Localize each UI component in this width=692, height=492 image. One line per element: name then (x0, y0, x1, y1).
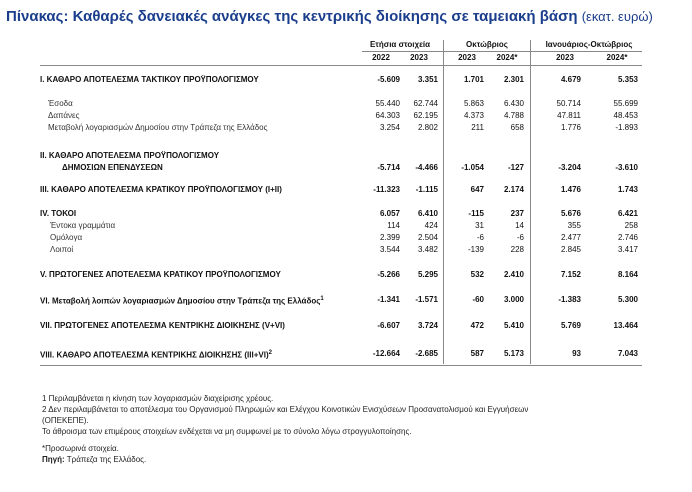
footnote-2-cont: (ΟΠΕΚΕΠΕ). (42, 416, 89, 425)
cell: 5.353 (617, 75, 638, 84)
table-row (40, 74, 642, 85)
row-label: Ομόλογα (50, 233, 83, 242)
cell: 1.476 (560, 185, 581, 194)
title-text: Πίνακας: Καθαρές δανειακές ανάγκες της κεντρικής διοίκησης σε ταμειακή βάση (6, 8, 578, 25)
cell: -3.610 (615, 163, 638, 172)
header-jan-oct: Ιανουάριος-Οκτώβριος (545, 40, 633, 49)
cell: 3.417 (617, 245, 638, 254)
cell: 658 (510, 123, 524, 132)
cell: -11.323 (373, 185, 400, 194)
cell: 2.410 (503, 270, 524, 279)
cell: 2.174 (503, 185, 524, 194)
cell: -2.685 (415, 349, 438, 358)
header-annual: Ετήσια στοιχεία (369, 40, 431, 49)
table-row (40, 162, 642, 173)
cell: 8.164 (617, 270, 638, 279)
cell: -1.571 (415, 295, 438, 304)
footnotes (42, 393, 528, 465)
footnote-2: 2 Δεν περιλαμβάνεται το αποτέλεσμα του Οργανισμού Πληρωμών και Ελέγχου Κοινοτικών Ενισχύσεων Προσανατολισμού και Εγγυήσεων (42, 405, 529, 414)
row-label: Δαπάνες (48, 111, 80, 120)
row-label (40, 294, 324, 307)
cell: 6.421 (617, 209, 638, 218)
cell: 5.863 (463, 99, 484, 108)
cell: 2.504 (417, 233, 438, 242)
year-header: 2024* (606, 53, 628, 62)
cell: -1.383 (558, 295, 581, 304)
cell: 1.743 (617, 185, 638, 194)
cell: 2.399 (379, 233, 400, 242)
cell: 4.788 (503, 111, 524, 120)
cell: -5.609 (377, 75, 400, 84)
cell: 6.410 (417, 209, 438, 218)
cell: 64.303 (375, 111, 400, 120)
cell: -5.266 (377, 270, 400, 279)
cell: 3.254 (379, 123, 400, 132)
header-bottom-line (40, 65, 642, 66)
table-row (40, 232, 642, 243)
cell: 2.477 (560, 233, 581, 242)
cell: 6.430 (503, 99, 524, 108)
row-label: III. ΚΑΘΑΡΟ ΑΠΟΤΕΛΕΣΜΑ ΚΡΑΤΙΚΟΥ ΠΡΟΫΠΟΛΟΓΙΣΜΟΥ (I+II) (40, 185, 282, 194)
table-row (40, 294, 642, 305)
row-label-continued: ΔΗΜΟΣΙΩΝ ΕΠΕΝΔΥΣΕΩΝ (62, 163, 163, 172)
row-label: Έσοδα (48, 99, 73, 108)
cell: -5.714 (377, 163, 400, 172)
cell: -1.341 (377, 295, 400, 304)
row-label: I. ΚΑΘΑΡΟ ΑΠΟΤΕΛΕΣΜΑ ΤΑΚΤΙΚΟΥ ΠΡΟΫΠΟΛΟΓΙΣΜΟΥ (40, 75, 259, 84)
cell: -6.607 (377, 321, 400, 330)
column-separator (530, 40, 531, 364)
cell: -6 (516, 233, 524, 242)
table-row (40, 244, 642, 255)
source-line (42, 454, 528, 465)
cell: 7.043 (617, 349, 638, 358)
cell: 3.482 (417, 245, 438, 254)
year-header: 2023 (458, 53, 476, 62)
page-title (6, 8, 653, 25)
cell: 55.699 (613, 99, 638, 108)
cell: 228 (510, 245, 524, 254)
cell: 237 (510, 209, 524, 218)
cell: 62.744 (413, 99, 438, 108)
row-label: Μεταβολή λογαριασμών Δημοσίου στην Τράπεζα της Ελλάδος (48, 123, 268, 132)
row-label: V. ΠΡΩΤΟΓΕΝΕΣ ΑΠΟΤΕΛΕΣΜΑ ΚΡΑΤΙΚΟΥ ΠΡΟΫΠΟΛΟΓΙΣΜΟΥ (40, 270, 281, 279)
cell: 2.802 (417, 123, 438, 132)
cell: 7.152 (560, 270, 581, 279)
cell: 3.000 (503, 295, 524, 304)
row-label: Έντοκα γραμμάτια (50, 221, 116, 230)
cell: 2.746 (617, 233, 638, 242)
table-row (40, 98, 642, 109)
table-row (40, 348, 642, 359)
cell: 258 (624, 221, 638, 230)
cell: -1.115 (415, 185, 438, 194)
table-row (40, 208, 642, 219)
cell: 5.769 (560, 321, 581, 330)
year-header: 2022 (372, 53, 390, 62)
cell: -4.466 (415, 163, 438, 172)
cell: 14 (515, 221, 524, 230)
cell: 47.811 (557, 111, 581, 120)
row-label: VII. ΠΡΩΤΟΓΕΝΕΣ ΑΠΟΤΕΛΕΣΜΑ ΚΕΝΤΡΙΚΗΣ ΔΙΟΙΚΗΣΗΣ (V+VI) (40, 321, 285, 330)
cell: 1.776 (560, 123, 581, 132)
source-label: Πηγή: (42, 455, 65, 464)
year-header: 2024* (496, 53, 518, 62)
cell: 6.057 (379, 209, 400, 218)
cell: -115 (468, 209, 484, 218)
source-text: Τράπεζα της Ελλάδος. (66, 455, 147, 464)
cell: 55.440 (375, 99, 400, 108)
cell: -3.204 (558, 163, 581, 172)
cell: -12.664 (372, 349, 400, 358)
cell: 48.453 (613, 111, 638, 120)
cell: -60 (472, 295, 484, 304)
footnote-marker: 2 (268, 350, 272, 356)
cell: 587 (470, 349, 484, 358)
cell: 5.676 (560, 209, 581, 218)
cell: 424 (424, 221, 438, 230)
cell: 114 (387, 221, 400, 230)
cell: 31 (475, 221, 484, 230)
table-bottom-line (40, 365, 642, 366)
cell: 211 (471, 123, 484, 132)
table-row (40, 122, 642, 133)
cell: 3.351 (417, 75, 438, 84)
row-label-text: VI. Μεταβολή λοιπών λογαριασμών Δημοσίου στην Τράπεζα της Ελλάδος (40, 296, 321, 306)
cell: 532 (470, 270, 484, 279)
table-row (40, 184, 642, 195)
year-header: 2023 (556, 53, 574, 62)
cell: 472 (470, 321, 484, 330)
cell: 5.173 (503, 349, 524, 358)
cell: -1.054 (461, 163, 484, 172)
table-row (40, 269, 642, 280)
cell: 93 (572, 349, 581, 358)
cell: 4.679 (560, 75, 581, 84)
cell: 355 (567, 221, 581, 230)
cell: 13.464 (613, 321, 638, 330)
row-label: IV. ΤΟΚΟΙ (40, 209, 77, 218)
footnote-1: 1 Περιλαμβάνεται η κίνηση των λογαριασμών διαχείρισης χρέους. (42, 394, 274, 403)
table-row (40, 150, 642, 161)
cell: 62.195 (413, 111, 438, 120)
cell: -6 (476, 233, 484, 242)
cell: 1.701 (463, 75, 484, 84)
cell: 647 (470, 185, 484, 194)
cell: 3.544 (379, 245, 400, 254)
cell: 5.295 (417, 270, 438, 279)
table-row (40, 220, 642, 231)
header-october: Οκτώβριος (466, 40, 508, 49)
cell: -139 (467, 245, 484, 254)
cell: -1.893 (615, 123, 638, 132)
column-separator (443, 40, 444, 364)
footnote-marker: 1 (320, 296, 324, 302)
year-header: 2023 (410, 53, 428, 62)
title-unit: (εκατ. ευρώ) (581, 9, 653, 24)
cell: 2.301 (503, 75, 524, 84)
provisional-note: *Προσωρινά στοιχεία. (42, 444, 119, 453)
row-label: Λοιποί (50, 245, 74, 254)
cell: -127 (507, 163, 524, 172)
table-row (40, 320, 642, 331)
header-underline (362, 51, 642, 52)
rounding-note: Το άθροισμα των επιμέρους στοιχείων ενδέχεται να μη συμφωνεί με το σύνολο λόγω στρογγυλοποίησης. (42, 427, 412, 436)
cell: 5.410 (503, 321, 524, 330)
cell: 2.845 (560, 245, 581, 254)
cell: 3.724 (417, 321, 438, 330)
cell: 50.714 (556, 99, 581, 108)
table-row (40, 110, 642, 121)
row-label (40, 348, 272, 361)
row-label: II. ΚΑΘΑΡΟ ΑΠΟΤΕΛΕΣΜΑ ΠΡΟΫΠΟΛΟΓΙΣΜΟΥ (40, 151, 220, 160)
row-label-text: VIII. ΚΑΘΑΡΟ ΑΠΟΤΕΛΕΣΜΑ ΚΕΝΤΡΙΚΗΣ ΔΙΟΙΚΗΣΗΣ (III+VI) (40, 350, 269, 360)
cell: 4.373 (463, 111, 484, 120)
cell: 5.300 (617, 295, 638, 304)
